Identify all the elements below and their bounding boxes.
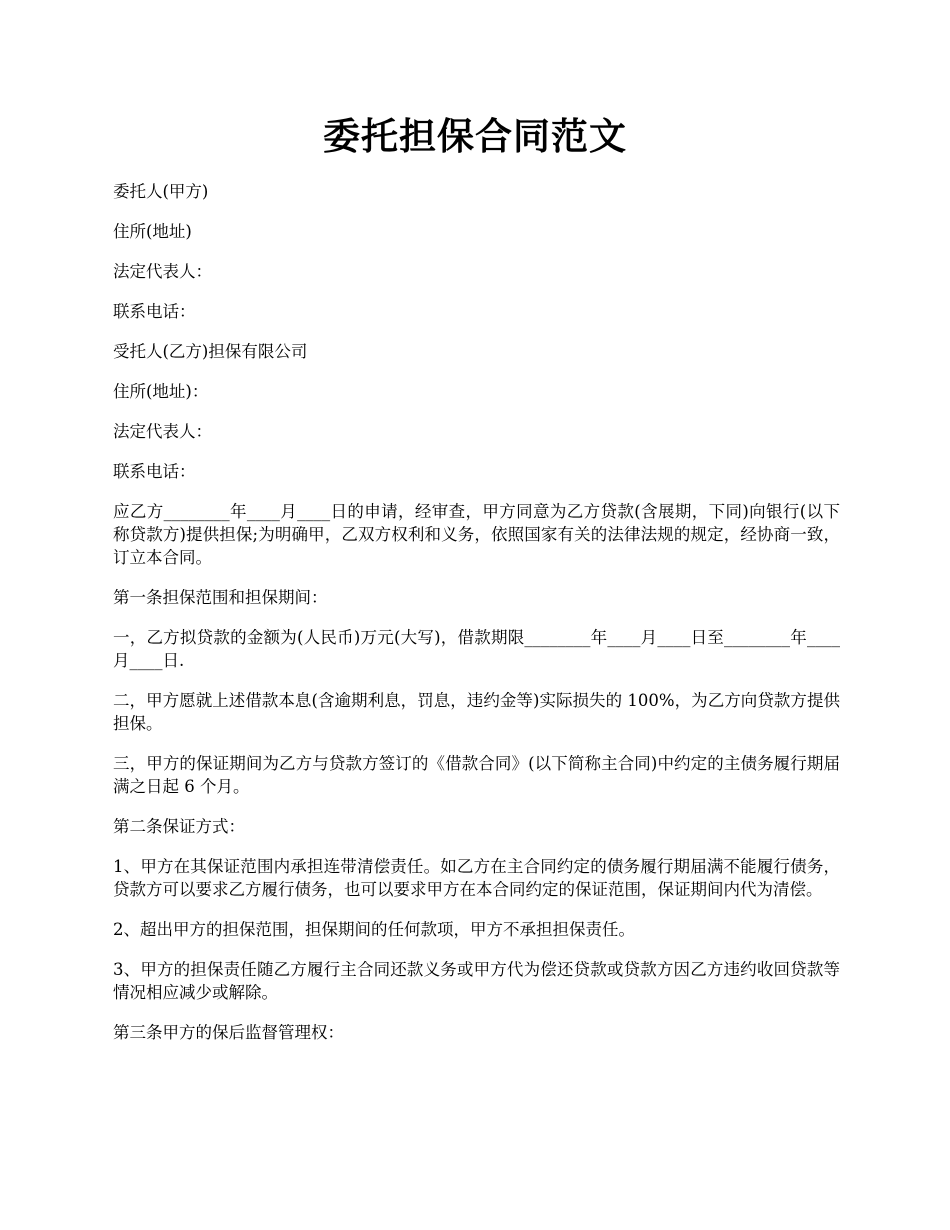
party-b-label: 受托人(乙方)担保有限公司 — [113, 342, 308, 361]
article-1-heading: 第一条担保范围和担保期间： — [113, 588, 328, 607]
party-a-label: 委托人(甲方) — [113, 182, 209, 201]
article-2-clause-2: 2、超出甲方的担保范围，担保期间的任何款项，甲方不承担担保责任。 — [113, 920, 635, 939]
document-body — [113, 180, 840, 1061]
party-b-phone: 联系电话： — [113, 462, 196, 481]
article-1-clause-2: 二，甲方愿就上述借款本息(含逾期利息，罚息，违约金等)实际损失的 100%，为乙方向贷款方提供担保。 — [113, 691, 840, 733]
article-2-clause-3: 3、甲方的担保责任随乙方履行主合同还款义务或甲方代为偿还贷款或贷款方因乙方违约收回贷款等情况相应减少或解除。 — [113, 960, 840, 1002]
article-2-clause-1: 1、甲方在其保证范围内承担连带清偿责任。如乙方在主合同约定的债务履行期届满不能履行债务，贷款方可以要求乙方履行债务，也可以要求甲方在本合同约定的保证范围，保证期间内代为清偿。 — [113, 857, 840, 899]
party-a-phone: 联系电话： — [113, 302, 196, 321]
party-a-address: 住所(地址) — [113, 222, 192, 241]
preamble-paragraph: 应乙方________年____月____日的申请，经审查，甲方同意为乙方贷款(含展期，下同)向银行(以下称贷款方)提供担保;为明确甲，乙双方权利和义务，依照国家有关的法律法规的规定，经协商一致，订立本合同。 — [113, 502, 840, 567]
article-1-clause-3: 三，甲方的保证期间为乙方与贷款方签订的《借款合同》(以下简称主合同)中约定的主债务履行期届满之日起 6 个月。 — [113, 754, 840, 796]
party-a-legal-rep: 法定代表人： — [113, 262, 212, 281]
article-1-clause-1: 一，乙方拟贷款的金额为(人民币)万元(大写)，借款期限________年____月____日至________年____月____日. — [113, 628, 840, 670]
document-title: 委托担保合同范文 — [323, 114, 627, 158]
party-b-address: 住所(地址)： — [113, 382, 209, 401]
party-b-legal-rep: 法定代表人： — [113, 422, 212, 441]
article-2-heading: 第二条保证方式： — [113, 817, 245, 836]
article-3-heading: 第三条甲方的保后监督管理权： — [113, 1023, 344, 1042]
